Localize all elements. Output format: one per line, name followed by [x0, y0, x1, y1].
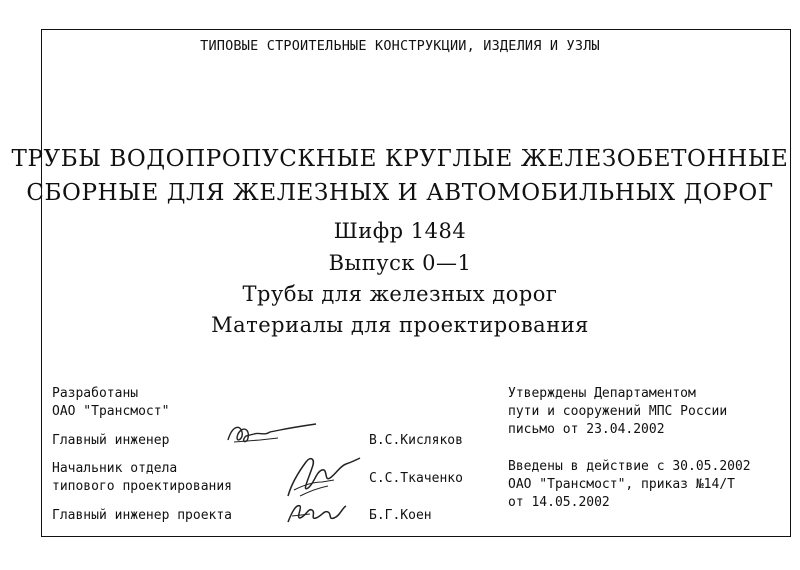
series-heading: ТИПОВЫЕ СТРОИТЕЛЬНЫЕ КОНСТРУКЦИИ, ИЗДЕЛИЯ И УЗЛЫ — [200, 38, 600, 54]
signatory-role-chief-engineer: Главный инженер — [52, 433, 170, 448]
enactment-line-3: от 14.05.2002 — [508, 495, 610, 510]
approval-line-3: письмо от 23.04.2002 — [508, 422, 665, 437]
code-label: Шифр 1484 — [333, 219, 467, 243]
topic-label: Трубы для железных дорог — [242, 282, 558, 306]
signature-chief-engineer — [220, 418, 320, 450]
signatory-name-koen: Б.Г.Коен — [369, 508, 432, 523]
developer-line-1: Разработаны — [52, 386, 139, 401]
developer-line-2: ОАО "Трансмост" — [52, 404, 170, 419]
signatory-name-kislyakov: В.С.Кисляков — [369, 433, 463, 448]
signatory-role-chief-project-engineer: Главный инженер проекта — [52, 508, 233, 523]
signature-chief-project-engineer — [284, 498, 348, 528]
enactment-line-1: Введены в действие с 30.05.2002 — [508, 459, 751, 474]
title-line-1: ТРУБЫ ВОДОПРОПУСКНЫЕ КРУГЛЫЕ ЖЕЛЕЗОБЕТОННЫЕ — [11, 146, 789, 172]
approval-line-2: пути и сооружений МПС России — [508, 404, 728, 419]
signatory-role-department-head-1: Начальник отдела — [52, 461, 178, 476]
signature-department-head — [282, 452, 362, 504]
materials-label: Материалы для проектирования — [211, 313, 589, 337]
title-line-2: СБОРНЫЕ ДЛЯ ЖЕЛЕЗНЫХ И АВТОМОБИЛЬНЫХ ДОРОГ — [26, 180, 774, 206]
issue-label: Выпуск 0—1 — [328, 251, 472, 275]
signatory-role-department-head-2: типового проектирования — [52, 479, 233, 494]
approval-line-1: Утверждены Департаментом — [508, 386, 696, 401]
signatory-name-tkachenko: С.С.Ткаченко — [369, 471, 463, 486]
enactment-line-2: ОАО "Трансмост", приказ №14/Т — [508, 477, 735, 492]
